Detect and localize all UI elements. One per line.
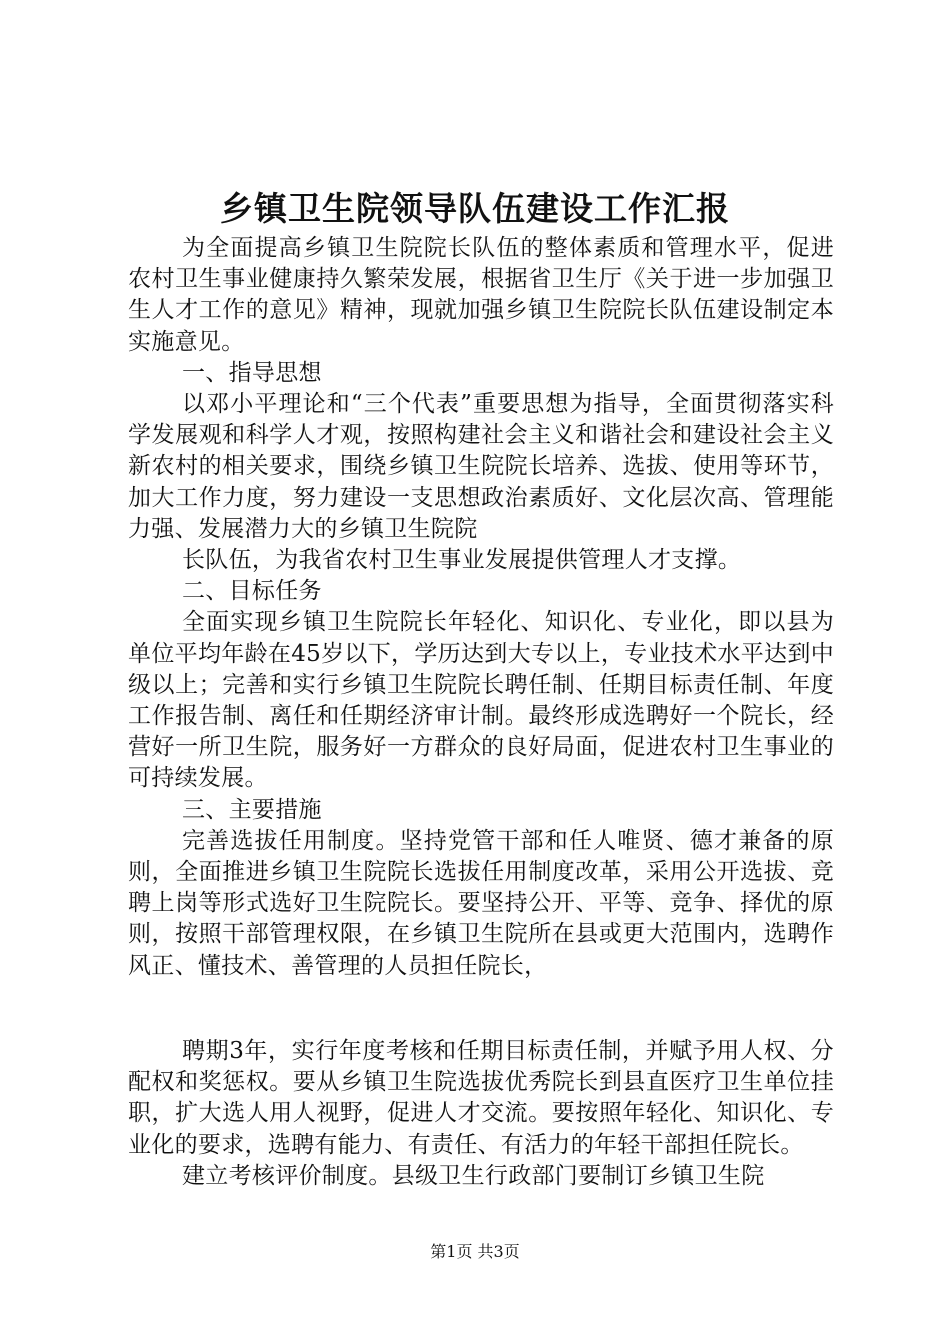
document-body-lower: [128, 1036, 834, 1192]
guiding-thought-continuation: 长队伍，为我省农村卫生事业发展提供管理人才支撑。: [182, 547, 742, 574]
goals-paragraph: 全面实现乡镇卫生院院长年轻化、知识化、专业化，即以县为单位平均年龄在45岁以下，学历达到大专以上，专业技术水平达到中级以上；完善和实行乡镇卫生院院长聘任制、任期目标责任制、年度工作报告制、离任和任期经济审计制。最终形成选聘好一个院长，经营好一所卫生院，服务好一方群众的良好局面，促进农村卫生事业的可持续发展。: [128, 609, 834, 792]
document-title: 乡镇卫生院领导队伍建设工作汇报: [220, 189, 730, 228]
measures-paragraph-selection: 完善选拔任用制度。坚持党管干部和任人唯贤、德才兼备的原则，全面推进乡镇卫生院院长选拔任用制度改革，采用公开选拔、竞聘上岗等形式选好卫生院院长。要坚持公开、平等、竞争、择优的原则，按照干部管理权限，在乡镇卫生院所在县或更大范围内，选聘作风正、懂技术、善管理的人员担任院长，: [128, 827, 834, 979]
page-number-footer: 第1页 共3页: [430, 1242, 520, 1261]
document-body-upper: [128, 233, 834, 982]
section-heading-goals: 二、目标任务: [182, 578, 322, 605]
section-heading-measures: 三、主要措施: [182, 796, 322, 823]
guiding-thought-paragraph: 以邓小平理论和“三个代表”重要思想为指导，全面贯彻落实科学发展观和科学人才观，按照构建社会主义和谐社会和建设社会主义新农村的相关要求，围绕乡镇卫生院院长培养、选拔、使用等环节，加大工作力度，努力建设一支思想政治素质好、文化层次高、管理能力强、发展潜力大的乡镇卫生院院: [128, 391, 834, 542]
section-heading-guiding-thought: 一、指导思想: [182, 359, 322, 386]
intro-paragraph: 为全面提高乡镇卫生院院长队伍的整体素质和管理水平，促进农村卫生事业健康持久繁荣发展，根据省卫生厅《关于进一步加强卫生人才工作的意见》精神，现就加强乡镇卫生院院长队伍建设制定本实施意见。: [128, 235, 834, 355]
measures-paragraph-term: 聘期3年，实行年度考核和任期目标责任制，并赋予用人权、分配权和奖惩权。要从乡镇卫生院选拔优秀院长到县直医疗卫生单位挂职，扩大选人用人视野，促进人才交流。要按照年轻化、知识化、专业化的要求，选聘有能力、有责任、有活力的年轻干部担任院长。: [128, 1038, 834, 1158]
measures-paragraph-evaluation: 建立考核评价制度。县级卫生行政部门要制订乡镇卫生院: [182, 1162, 765, 1189]
